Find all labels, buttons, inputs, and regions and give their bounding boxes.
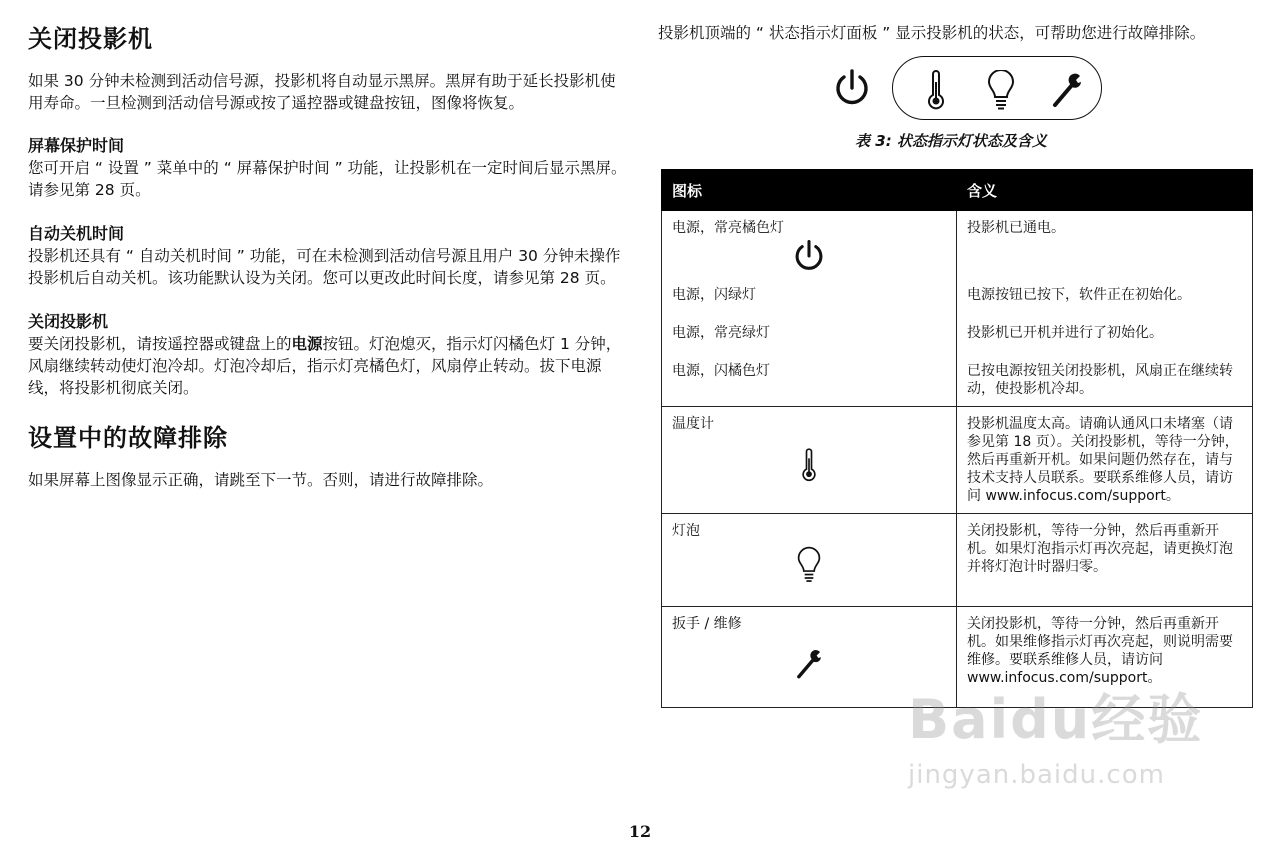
- screensaver-heading: 屏幕保护时间: [28, 136, 125, 155]
- status-panel-illustration: [658, 56, 1254, 130]
- shutdown-text-a: 要关闭投影机，请按遥控器或键盘上的: [28, 335, 292, 353]
- shutdown-heading: 关闭投影机: [28, 312, 109, 331]
- row-icon-cell: [662, 607, 957, 708]
- row-icon-label: 灯泡: [672, 523, 700, 539]
- row-icon: [672, 647, 946, 686]
- row-meaning: 关闭投影机，等待一分钟，然后再重新开机。如果灯泡指示灯再次亮起，请更换灯泡并将灯泡计时器归零。: [957, 514, 1253, 607]
- row-meaning: 投影机已通电。: [957, 211, 1253, 287]
- lightbulb-icon: [986, 70, 1016, 110]
- wrench-icon: [794, 647, 824, 681]
- row-icon-label: 电源，闪橘色灯: [662, 350, 957, 407]
- status-table: [661, 169, 1253, 708]
- row-icon-label: 温度计: [672, 416, 714, 432]
- left-column: [28, 22, 628, 512]
- troubleshoot-text: 如果屏幕上图像显示正确，请跳至下一节。否则，请进行故障排除。: [28, 471, 494, 489]
- row-icon: [672, 445, 946, 490]
- table-row: [662, 312, 1253, 350]
- row-meaning: 关闭投影机，等待一分钟，然后再重新开机。如果维修指示灯再次亮起，则说明需要维修。要联系维修人员，请访问 www.infocus.com/support。: [957, 607, 1253, 708]
- shutdown-text: [28, 333, 628, 399]
- row-icon-label: 电源，闪绿灯: [662, 286, 957, 312]
- row-meaning: 电源按钮已按下，软件正在初始化。: [957, 286, 1253, 312]
- row-icon-label: 扳手 / 维修: [672, 616, 742, 632]
- header-meaning: 含义: [957, 170, 1253, 211]
- row-icon-cell: [662, 407, 957, 514]
- thermometer-icon: [924, 70, 948, 110]
- heading-troubleshoot: 设置中的故障排除: [28, 424, 228, 452]
- row-icon: [672, 546, 946, 589]
- shutdown-text-b: 按钮。灯泡熄灭，指示灯闪橘色灯 1 分钟，风扇继续转动使灯泡冷却。灯泡冷却后，指示灯亮橘色灯，风扇停止转动。拔下电源线，将投影机彻底关闭。: [28, 335, 622, 397]
- lightbulb-icon: [796, 546, 822, 584]
- power-icon: [832, 68, 872, 108]
- autooff-heading: 自动关机时间: [28, 224, 125, 243]
- heading-shutdown: 关闭投影机: [28, 25, 153, 53]
- power-icon: [792, 239, 826, 273]
- table-row: [662, 607, 1253, 708]
- intro-paragraph: 如果 30 分钟未检测到活动信号源，投影机将自动显示黑屏。黑屏有助于延长投影机使用寿命。一旦检测到活动信号源或按了遥控器或键盘按钮，图像将恢复。: [28, 72, 616, 112]
- row-icon-cell: [662, 514, 957, 607]
- table-caption: 表 3: 状态指示灯状态及含义: [855, 132, 1047, 150]
- table-header-row: [662, 170, 1253, 211]
- wrench-icon: [1050, 70, 1084, 110]
- table-row: [662, 211, 1253, 287]
- row-meaning: 投影机温度太高。请确认通风口未堵塞（请参见第 18 页）。关闭投影机，等待一分钟，然后再重新开机。如果问题仍然存在，请与技术支持人员联系。要联系维修人员，请访问 www.infocus.com/support。: [957, 407, 1253, 514]
- row-icon-label: 电源，常亮橘色灯: [672, 220, 784, 236]
- table-row: [662, 407, 1253, 514]
- header-icon: 图标: [662, 170, 957, 211]
- watermark-line1: Baidu经验: [908, 688, 1204, 751]
- row-icon-label: 电源，常亮绿灯: [662, 312, 957, 350]
- table-row: [662, 350, 1253, 407]
- status-panel-intro: 投影机顶端的 “ 状态指示灯面板 ” 显示投影机的状态，可帮助您进行故障排除。: [658, 24, 1206, 42]
- row-meaning: 投影机已开机并进行了初始化。: [957, 312, 1253, 350]
- right-column: [658, 22, 1254, 708]
- row-icon: [672, 239, 946, 278]
- row-icon-cell: [662, 211, 957, 287]
- screensaver-text: 您可开启 “ 设置 ” 菜单中的 “ 屏幕保护时间 ” 功能，让投影机在一定时间后显示黑屏。请参见第 28 页。: [28, 159, 627, 199]
- autooff-text: 投影机还具有 “ 自动关机时间 ” 功能，可在未检测到活动信号源且用户 30 分钟未操作投影机后自动关机。该功能默认设为关闭。您可以更改此时间长度，请参见第 28 页。: [28, 247, 621, 287]
- row-meaning: 已按电源按钮关闭投影机，风扇正在继续转动，使投影机冷却。: [957, 350, 1253, 407]
- watermark-line2: jingyan.baidu.com: [908, 760, 1165, 790]
- thermometer-icon: [799, 445, 819, 485]
- page-number: 12: [628, 822, 652, 841]
- table-row: [662, 286, 1253, 312]
- table-row: [662, 514, 1253, 607]
- power-keyword: 电源: [291, 335, 323, 353]
